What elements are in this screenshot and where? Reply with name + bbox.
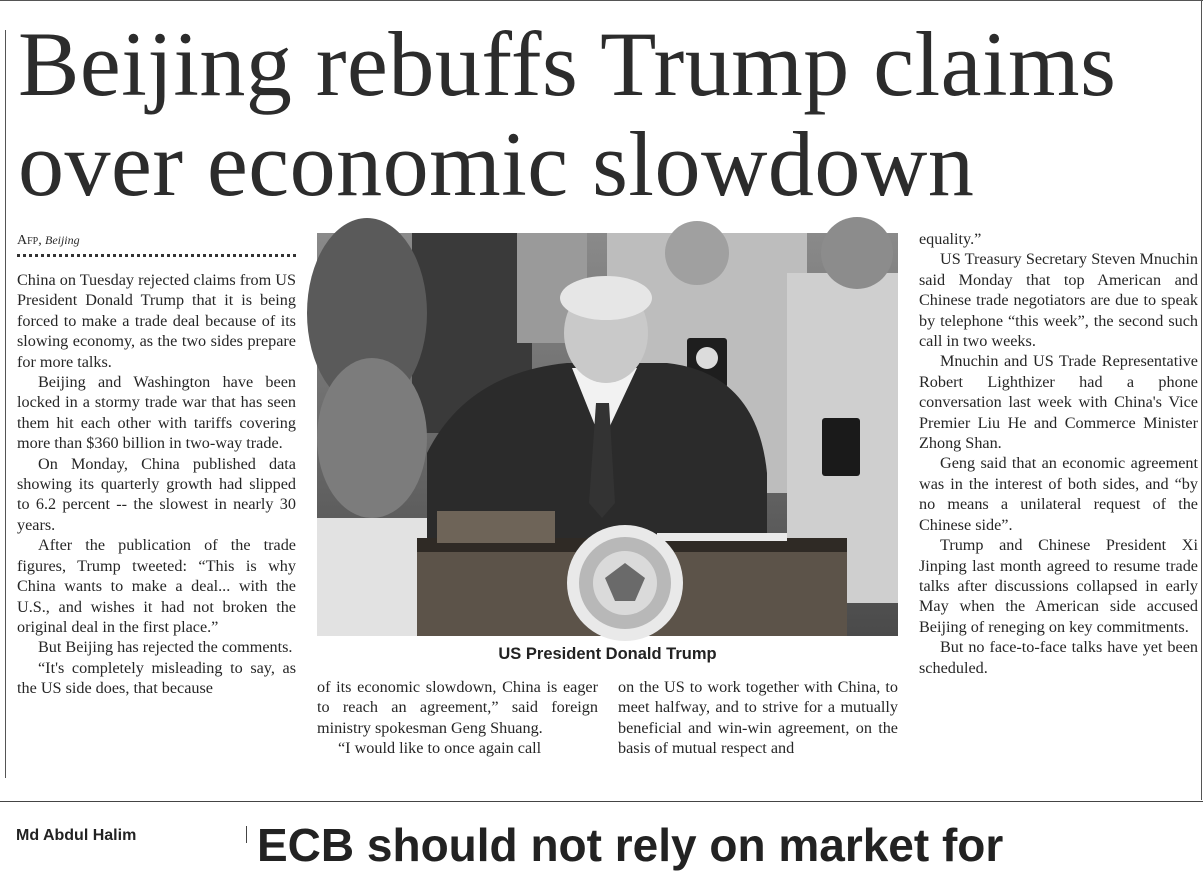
paragraph: Mnuchin and US Trade Representative Robert Lighthizer had a phone conversation last week with China's Vice Premier Liu He and Commerce Minister Zhong Shan.: [919, 352, 1198, 453]
paragraph: on the US to work together with China, to meet halfway, and to strive for a mutually beneficial and win-win agreement, on the basis of mutual respect and: [618, 678, 898, 758]
photo-illustration: [317, 233, 898, 636]
top-border: [0, 0, 1203, 1]
paragraph: China on Tuesday rejected claims from US President Donald Trump that it is being forced to make a trade deal because of its slowing economy, as the two sides prepare for more talks.: [17, 271, 296, 371]
next-story-headline: ECB should not rely on market for: [257, 819, 1004, 871]
news-photo: [317, 233, 898, 636]
paragraph: US Treasury Secretary Steven Mnuchin said Monday that top American and Chinese trade negotiators are due to speak by telephone “this week”, the second such call in two weeks.: [919, 250, 1198, 351]
left-column-rule: [5, 30, 6, 778]
headline: Beijing rebuffs Trump claims over economic slowdown: [18, 13, 1117, 215]
paragraph: Geng said that an economic agreement was in the interest of both sides, and “by no means a unilateral request of the Chinese side”.: [919, 454, 1198, 534]
paragraph: of its economic slowdown, China is eager to reach an agreement,” said foreign ministry spokesman Geng Shuang.: [317, 678, 598, 737]
next-story-column-rule: [246, 826, 247, 843]
paragraph: Trump and Chinese President Xi Jinping last month agreed to resume trade talks after discussions collapsed in early May when the American side accused Beijing of reneging on key commitments.: [919, 536, 1198, 636]
byline-place: Beijing: [44, 233, 80, 247]
article-column-2: [317, 677, 598, 759]
right-page-edge: [1201, 0, 1202, 800]
section-divider: [0, 801, 1203, 802]
byline-agency: Afp,: [17, 233, 42, 248]
article-column-4: [919, 229, 1198, 678]
paragraph: After the publication of the trade figures, Trump tweeted: “This is why China wants to make a deal... with the U.S., and wishes it had not broken the original deal in the first place.”: [17, 536, 296, 636]
byline: [17, 231, 80, 250]
article-column-1: [17, 270, 296, 699]
paragraph: But Beijing has rejected the comments.: [38, 638, 293, 657]
photo-caption: US President Donald Trump: [498, 645, 717, 663]
paragraph: equality.”: [919, 230, 982, 248]
dotted-divider: [17, 254, 296, 257]
article-column-3: [618, 677, 898, 759]
paragraph: But no face-to-face talks have yet been scheduled.: [919, 638, 1198, 677]
paragraph: On Monday, China published data showing its quarterly growth had slipped to 6.2 percent -- the slowest in nearly 30 years.: [17, 454, 296, 534]
paragraph: “It's completely misleading to say, as the US side does, that because: [17, 658, 296, 698]
paragraph: Beijing and Washington have been locked in a stormy trade war that has seen them hit each other with tariffs covering more than $360 billion in two-way trade.: [17, 373, 296, 453]
paragraph: “I would like to once again call: [338, 739, 542, 758]
next-story-author: Md Abdul Halim: [16, 827, 137, 844]
